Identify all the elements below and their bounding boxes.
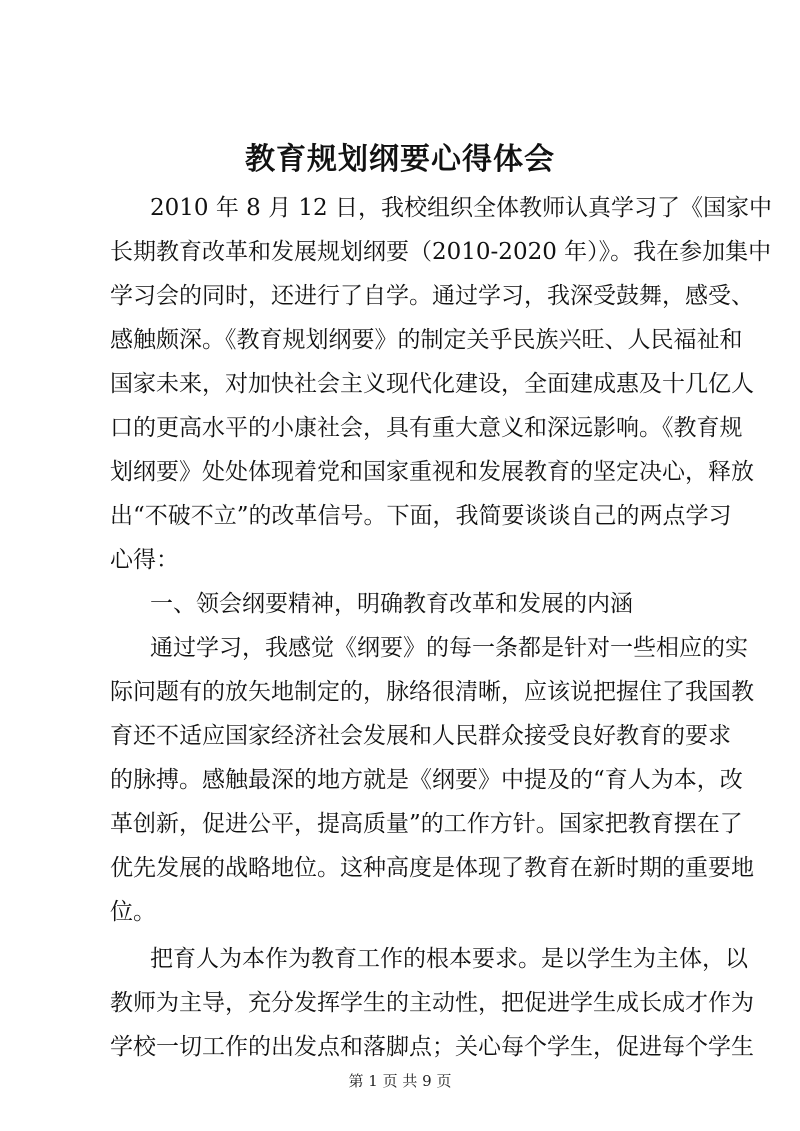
body-line: 位。 [110, 899, 156, 925]
body-line: 口的更高水平的小康社会，具有重大意义和深远影响。《教育规 [110, 415, 743, 441]
document-body [110, 186, 772, 1069]
body-line: 教师为主导，充分发挥学生的主动性，把促进学生成长成才作为 [110, 990, 754, 1016]
body-line: 的脉搏。感触最深的地方就是《纲要》中提及的“育人为本，改 [110, 767, 743, 793]
body-line: 划纲要》处处体现着党和国家重视和发展教育的坚定决心，释放 [110, 459, 754, 485]
body-line: 育还不适应国家经济社会发展和人民群众接受良好教育的要求 [110, 723, 731, 749]
page-number-footer: 第 1 页 共 9 页 [348, 1072, 452, 1090]
body-line: 国家未来，对加快社会主义现代化建设，全面建成惠及十几亿人 [110, 371, 754, 397]
body-line: 优先发展的战略地位。这种高度是体现了教育在新时期的重要地 [110, 855, 754, 881]
body-line: 出“不破不立”的改革信号。下面，我简要谈谈自己的两点学习 [110, 503, 732, 529]
body-line: 通过学习，我感觉《纲要》的每一条都是针对一些相应的实 [150, 635, 748, 661]
body-line: 革创新，促进公平，提高质量”的工作方针。国家把教育摆在了 [110, 811, 743, 837]
body-line: 学校一切工作的出发点和落脚点；关心每个学生，促进每个学生 [110, 1034, 754, 1060]
body-line: 感触颇深。《教育规划纲要》的制定关乎民族兴旺、人民福祉和 [110, 327, 743, 353]
body-line: 把育人为本作为教育工作的根本要求。是以学生为主体，以 [150, 946, 748, 972]
body-line: 2010 年 8 月 12 日，我校组织全体教师认真学习了《国家中 [150, 195, 772, 221]
document-title: 教育规划纲要心得体会 [245, 142, 555, 177]
section-heading: 一、领会纲要精神，明确教育改革和发展的内涵 [150, 591, 633, 617]
body-line: 心得： [110, 547, 179, 573]
body-line: 长期教育改革和发展规划纲要（2010-2020 年）》。我在参加集中 [110, 239, 772, 265]
body-line: 际问题有的放矢地制定的，脉络很清晰，应该说把握住了我国教 [110, 679, 754, 705]
body-line: 学习会的同时，还进行了自学。通过学习，我深受鼓舞，感受、 [110, 283, 754, 309]
